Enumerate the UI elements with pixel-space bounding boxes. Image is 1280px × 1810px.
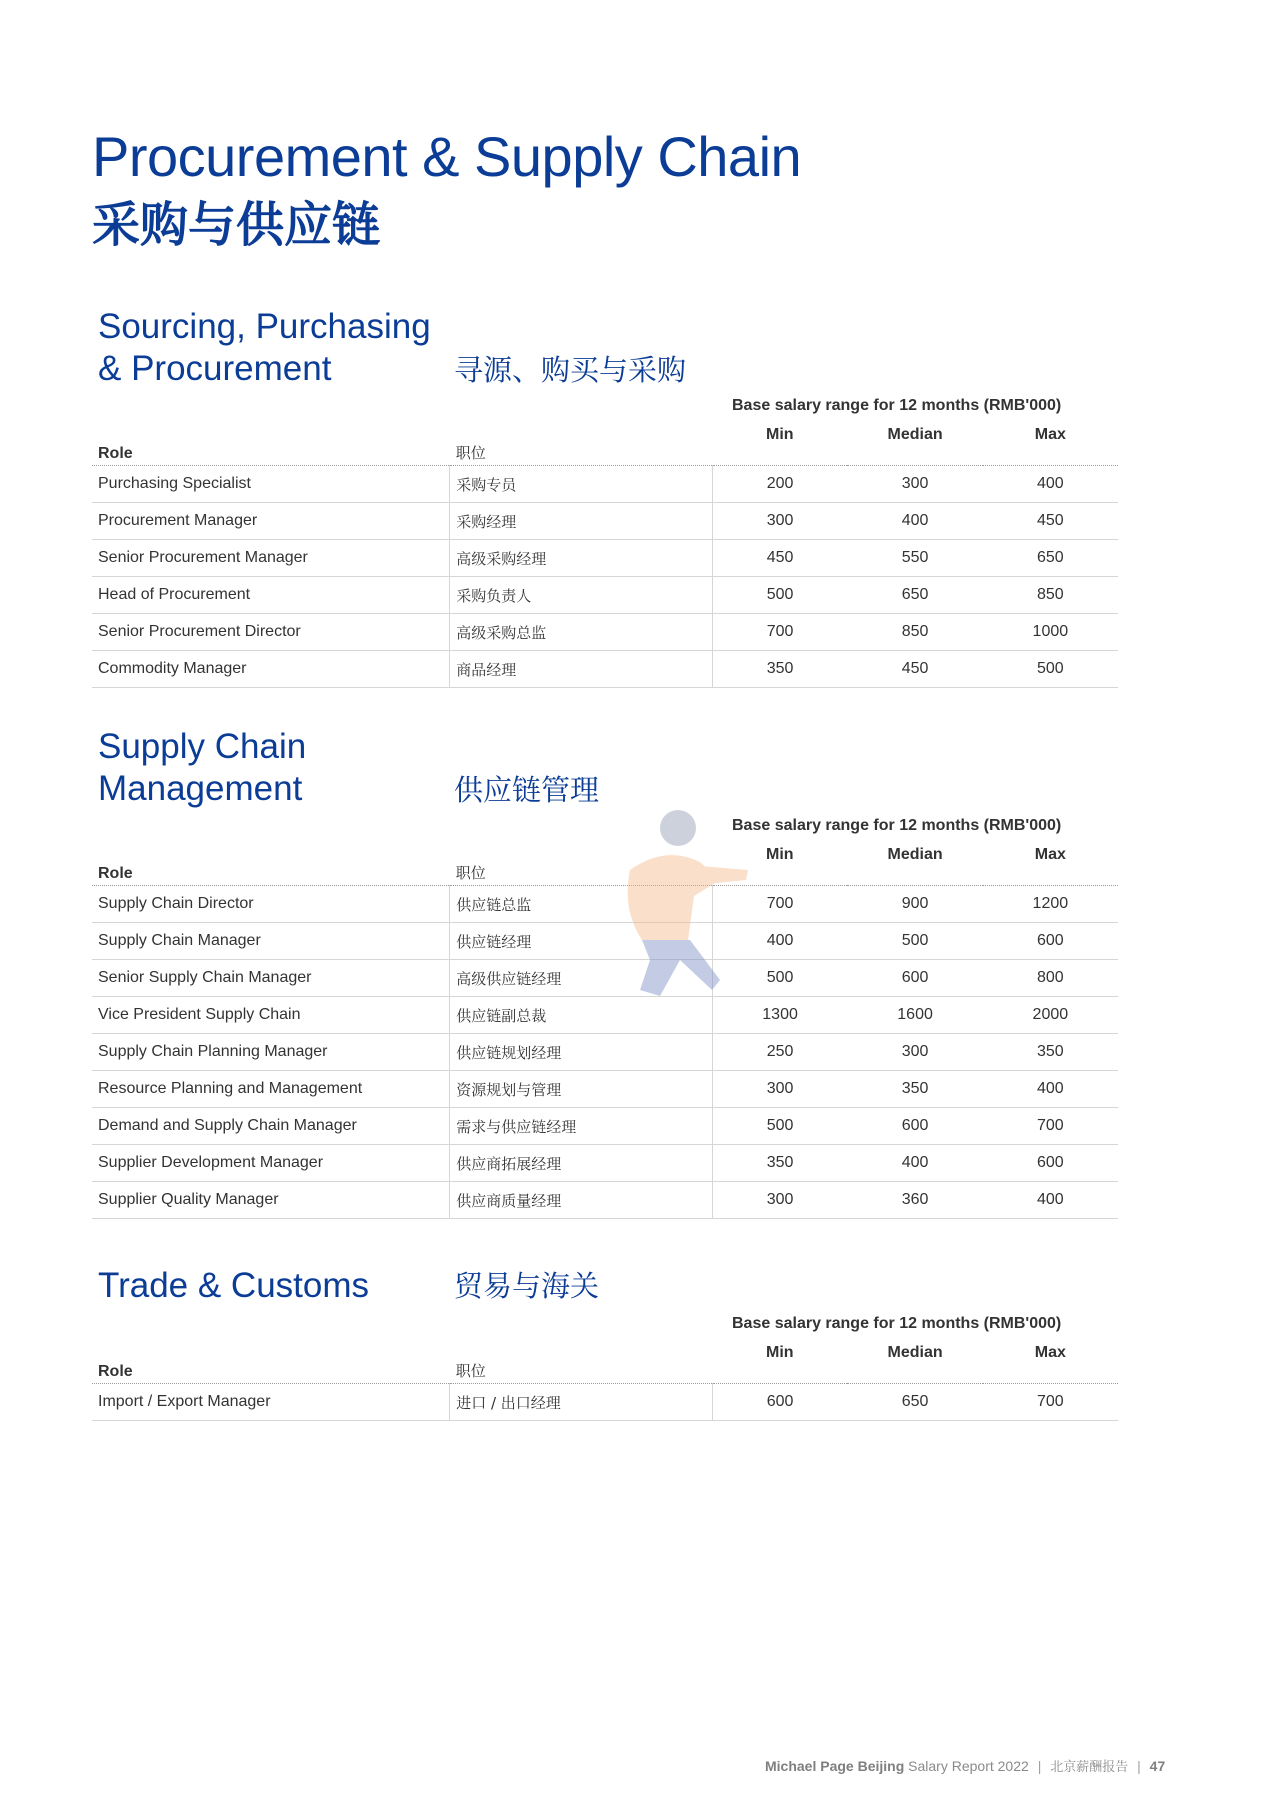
role-cell: Vice President Supply Chain: [92, 997, 450, 1034]
max-cell: 600: [983, 1145, 1118, 1182]
table-row: [92, 1108, 1118, 1145]
min-cell: 1300: [712, 997, 847, 1034]
max-cell: 850: [983, 577, 1118, 614]
column-header-median: Median: [847, 1338, 982, 1384]
role-cell: Purchasing Specialist: [92, 466, 450, 503]
max-cell: 2000: [983, 997, 1118, 1034]
section-title: [98, 726, 306, 810]
column-header-median: Median: [847, 420, 982, 466]
table-row: [92, 466, 1118, 503]
median-cell: 600: [847, 960, 982, 997]
table-row: [92, 1145, 1118, 1182]
max-cell: 400: [983, 466, 1118, 503]
role-cell: Import / Export Manager: [92, 1384, 450, 1421]
max-cell: 1000: [983, 614, 1118, 651]
section-title-line1: Trade & Customs: [98, 1266, 370, 1305]
role-cell: Demand and Supply Chain Manager: [92, 1108, 450, 1145]
min-cell: 350: [712, 1145, 847, 1182]
median-cell: 300: [847, 466, 982, 503]
table-body: [92, 1384, 1118, 1421]
max-cell: 600: [983, 923, 1118, 960]
table-header-row: [92, 420, 1118, 466]
min-cell: 300: [712, 1182, 847, 1219]
median-cell: 400: [847, 1145, 982, 1182]
column-header-min: Min: [712, 1338, 847, 1384]
table-row: [92, 1182, 1118, 1219]
role-cell: Supply Chain Planning Manager: [92, 1034, 450, 1071]
role-cn-cell: 高级采购总监: [450, 614, 713, 651]
role-cn-cell: 采购专员: [450, 466, 713, 503]
column-header-role-cn: 职位: [450, 840, 713, 886]
role-cn-cell: 高级采购经理: [450, 540, 713, 577]
salary-range-label: Base salary range for 12 months (RMB'000): [732, 397, 1062, 414]
median-cell: 650: [847, 577, 982, 614]
min-cell: 500: [712, 577, 847, 614]
column-header-median: Median: [847, 840, 982, 886]
role-cell: Senior Supply Chain Manager: [92, 960, 450, 997]
role-cn-cell: 供应链规划经理: [450, 1034, 713, 1071]
page-title: Procurement & Supply Chain: [92, 125, 802, 188]
role-cell: Supply Chain Manager: [92, 923, 450, 960]
min-cell: 450: [712, 540, 847, 577]
role-cn-cell: 需求与供应链经理: [450, 1108, 713, 1145]
median-cell: 550: [847, 540, 982, 577]
max-cell: 350: [983, 1034, 1118, 1071]
section-title-line1: Sourcing, Purchasing: [98, 307, 431, 346]
section-title-line1: Supply Chain: [98, 727, 307, 766]
section-title-cn: 供应链管理: [454, 773, 600, 807]
median-cell: 900: [847, 886, 982, 923]
column-header-role: Role: [92, 420, 450, 466]
role-cell: Senior Procurement Manager: [92, 540, 450, 577]
table-row: [92, 540, 1118, 577]
salary-table: [92, 1338, 1118, 1421]
min-cell: 200: [712, 466, 847, 503]
column-header-min: Min: [712, 420, 847, 466]
max-cell: 450: [983, 503, 1118, 540]
column-header-role-cn: 职位: [450, 420, 713, 466]
footer-brand: Michael Page Beijing: [765, 1758, 905, 1774]
column-header-role: Role: [92, 1338, 450, 1384]
table-row: [92, 503, 1118, 540]
median-cell: 350: [847, 1071, 982, 1108]
min-cell: 400: [712, 923, 847, 960]
footer-page-number: 47: [1149, 1758, 1166, 1774]
role-cell: Supply Chain Director: [92, 886, 450, 923]
footer-separator: |: [1137, 1758, 1141, 1774]
role-cn-cell: 供应商质量经理: [450, 1182, 713, 1219]
min-cell: 250: [712, 1034, 847, 1071]
running-person-icon: [570, 800, 770, 1020]
column-header-max: Max: [983, 1338, 1118, 1384]
role-cn-cell: 资源规划与管理: [450, 1071, 713, 1108]
role-cell: Head of Procurement: [92, 577, 450, 614]
median-cell: 1600: [847, 997, 982, 1034]
section-title: [98, 306, 431, 390]
page-title-cn: 采购与供应链: [92, 197, 381, 253]
salary-table: [92, 420, 1118, 688]
table-row: [92, 614, 1118, 651]
min-cell: 700: [712, 614, 847, 651]
table-row: [92, 1034, 1118, 1071]
median-cell: 400: [847, 503, 982, 540]
median-cell: 300: [847, 1034, 982, 1071]
section-title-cn: 贸易与海关: [454, 1269, 600, 1303]
role-cell: Supplier Quality Manager: [92, 1182, 450, 1219]
role-cell: Commodity Manager: [92, 651, 450, 688]
role-cn-cell: 供应链副总裁: [450, 997, 713, 1034]
max-cell: 700: [983, 1108, 1118, 1145]
column-header-role-cn: 职位: [450, 1338, 713, 1384]
median-cell: 600: [847, 1108, 982, 1145]
role-cn-cell: 采购经理: [450, 503, 713, 540]
min-cell: 500: [712, 960, 847, 997]
section-title-line2: Management: [98, 769, 303, 808]
role-cn-cell: 进口 / 出口经理: [450, 1384, 713, 1421]
median-cell: 850: [847, 614, 982, 651]
section-title: [98, 1265, 369, 1307]
section-title-line2: & Procurement: [98, 349, 332, 388]
min-cell: 600: [712, 1384, 847, 1421]
column-header-role: Role: [92, 840, 450, 886]
column-header-max: Max: [983, 420, 1118, 466]
max-cell: 650: [983, 540, 1118, 577]
median-cell: 450: [847, 651, 982, 688]
footer-separator: |: [1037, 1758, 1042, 1774]
table-row: [92, 1384, 1118, 1421]
role-cell: Procurement Manager: [92, 503, 450, 540]
role-cn-cell: 高级供应链经理: [450, 960, 713, 997]
max-cell: 400: [983, 1071, 1118, 1108]
min-cell: 500: [712, 1108, 847, 1145]
max-cell: 700: [983, 1384, 1118, 1421]
table-row: [92, 651, 1118, 688]
table-row: [92, 1071, 1118, 1108]
role-cn-cell: 商品经理: [450, 651, 713, 688]
section-title-cn: 寻源、购买与采购: [454, 353, 687, 387]
median-cell: 360: [847, 1182, 982, 1219]
page-footer: [765, 1756, 1165, 1775]
role-cn-cell: 供应链经理: [450, 923, 713, 960]
role-cell: Senior Procurement Director: [92, 614, 450, 651]
table-header-row: [92, 1338, 1118, 1384]
role-cell: Resource Planning and Management: [92, 1071, 450, 1108]
median-cell: 500: [847, 923, 982, 960]
table-body: [92, 466, 1118, 688]
role-cell: Supplier Development Manager: [92, 1145, 450, 1182]
median-cell: 650: [847, 1384, 982, 1421]
footer-report-cn: 北京薪酬报告: [1050, 1760, 1129, 1775]
role-cn-cell: 采购负责人: [450, 577, 713, 614]
footer-report: Salary Report 2022: [908, 1758, 1029, 1774]
table-row: [92, 577, 1118, 614]
role-cn-cell: 供应商拓展经理: [450, 1145, 713, 1182]
max-cell: 1200: [983, 886, 1118, 923]
min-cell: 300: [712, 1071, 847, 1108]
salary-range-label: Base salary range for 12 months (RMB'000): [732, 1315, 1062, 1332]
max-cell: 800: [983, 960, 1118, 997]
max-cell: 400: [983, 1182, 1118, 1219]
salary-range-label: Base salary range for 12 months (RMB'000): [732, 817, 1062, 834]
min-cell: 300: [712, 503, 847, 540]
max-cell: 500: [983, 651, 1118, 688]
column-header-max: Max: [983, 840, 1118, 886]
column-header-min: Min: [712, 840, 847, 886]
min-cell: 350: [712, 651, 847, 688]
min-cell: 700: [712, 886, 847, 923]
role-cn-cell: 供应链总监: [450, 886, 713, 923]
